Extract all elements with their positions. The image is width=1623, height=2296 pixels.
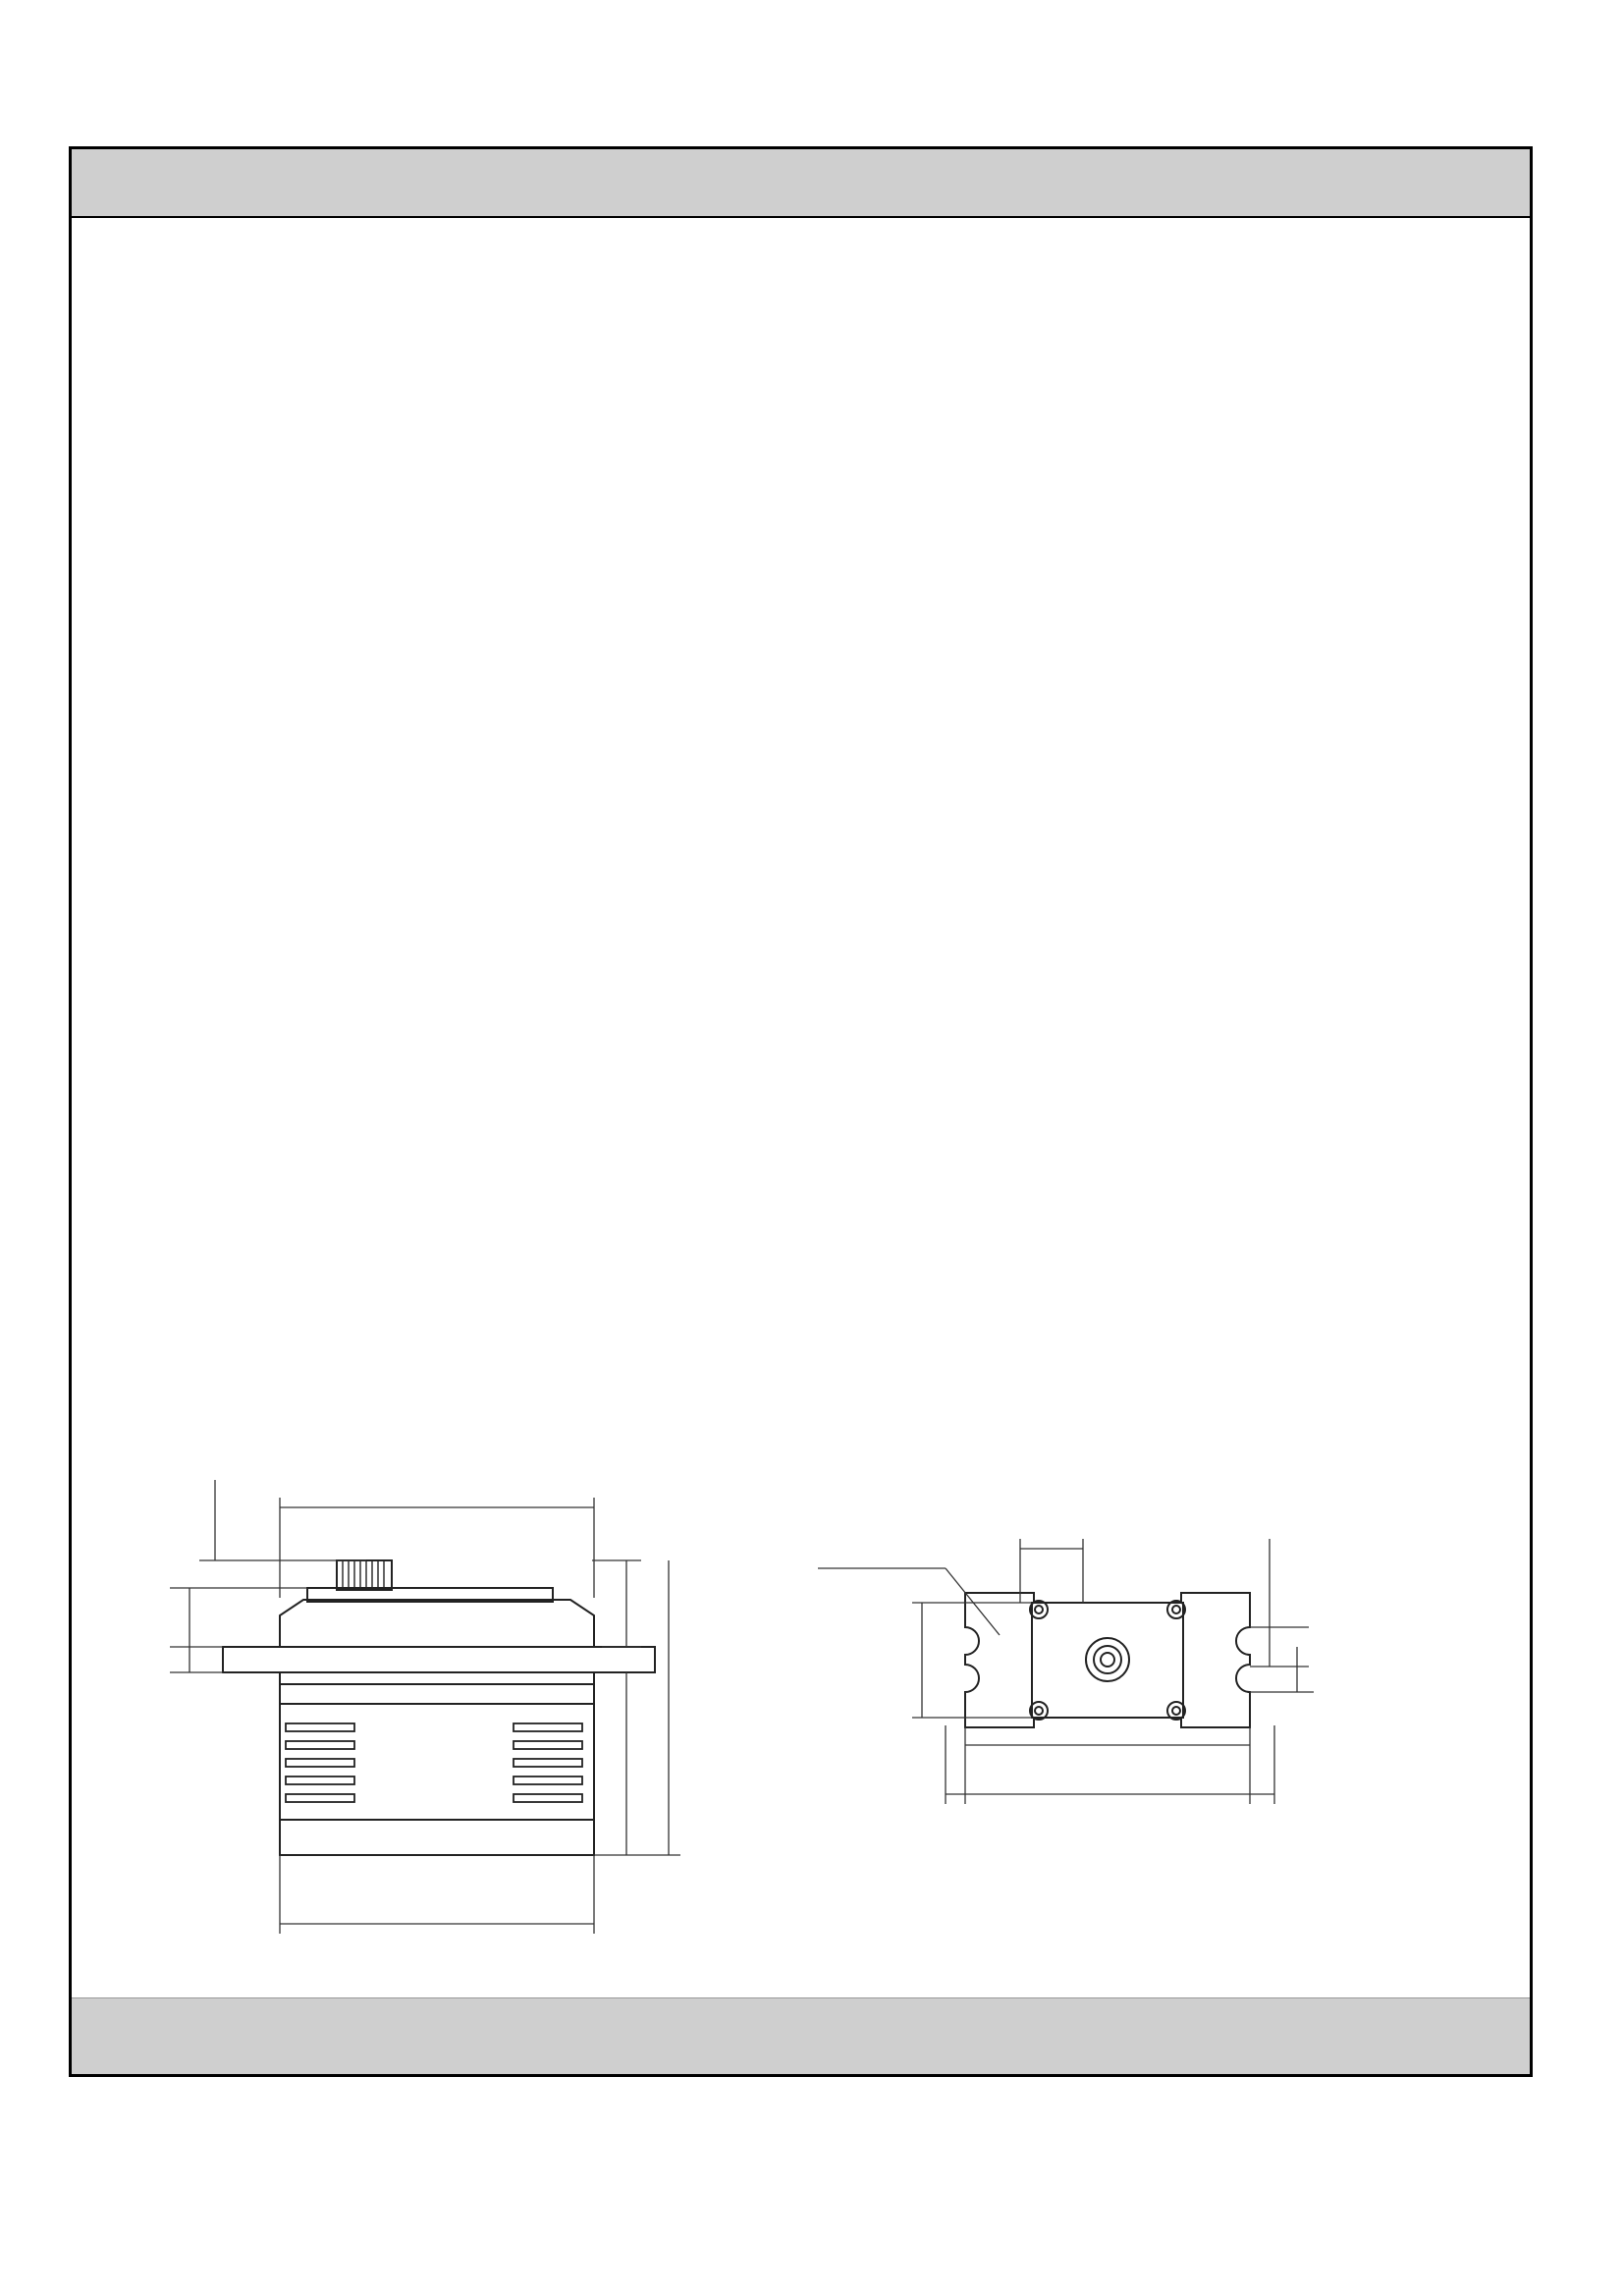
top-view-drawing (818, 1539, 1314, 1804)
footer (72, 1997, 1530, 2074)
product-title (72, 149, 1530, 218)
spec-sheet (69, 146, 1533, 2077)
side-view-drawing (170, 1480, 680, 1934)
mechanical-drawings (72, 1450, 1530, 2000)
